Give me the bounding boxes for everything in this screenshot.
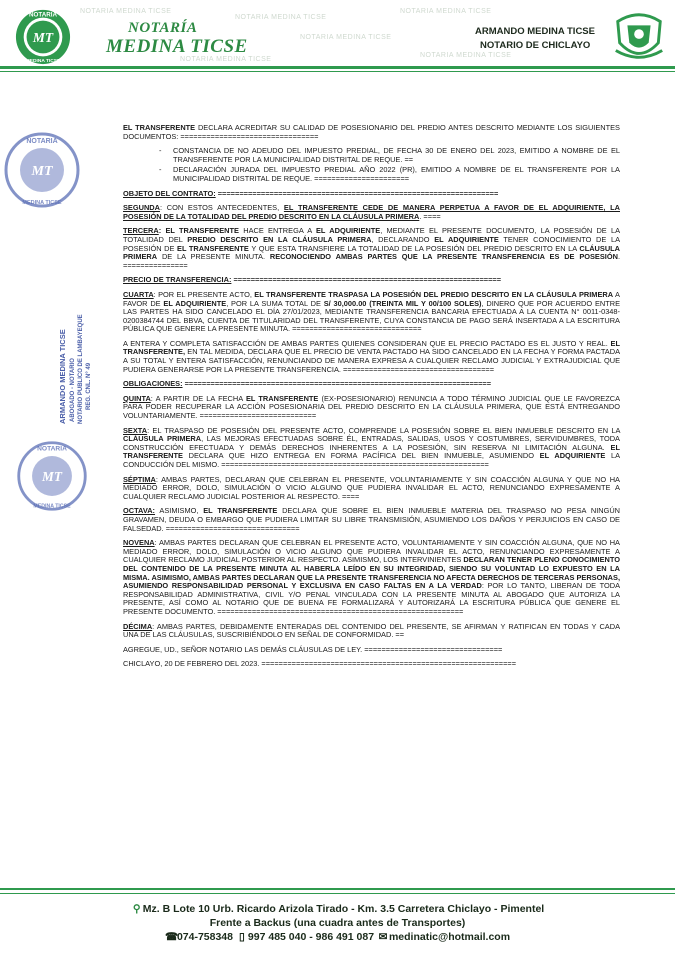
notaria-name: MEDINA TICSE [106,36,248,57]
watermark: NOTARIA MEDINA TICSE [400,8,492,15]
coat-of-arms-icon [610,8,668,66]
stamp-line: REG. CNL. N° 49 [86,362,92,410]
header-rule-thin [0,71,675,72]
footer-contact-line [0,930,675,944]
stamp-monogram: MT [31,164,53,179]
footer-contact [0,902,675,944]
letterhead [0,0,675,76]
footer-address-line [0,902,675,916]
clause-novena: NOVENA: AMBAS PARTES DECLARAN QUE CELEBRAN EL PRESENTE ACTO, VOLUNTARIAMENTE Y SIN COACCIÓN ALGUNA, QUE NO HA MEDIADO ERROR, DOLO, SIMULACIÓN O VICIO ALGUNO QUE PUDIERA INVALIDAR EL ACTO, RENUNCIANDO EXPRESAMENTE A CUALQUIER RECLAMO JUDICIAL POSTERIOR AL RESPECTO. ASIMISMO, LOS INTERVINIENTES DECLARAN TENER PLENO CONOCIMIENTO DEL CONTENIDO DE LA PRESENTE MINUTA AL HABERLA LEÍDO EN SU INTEGRIDAD, SIENDO SU VOLUNTAD LO EXPUESTO EN LA MISMA. ASIMISMO, AMBAS PARTES DECLARAN QUE LA PRESENTE TRANSFERENCIA NO AFECTA DERECHOS DE TERCERAS PERSONAS, ASUMIENDO RESPONSABILIDAD PERSONAL Y EXCLUSIVA EN CASO FALTAS EN A LA VERDAD: POR LO TANTO, LIBERAN DE TODA RESPONSABILIDAD ADMINISTRATIVA, CIVIL Y/O PENAL VINCULADA CON LA PRESENTE MINUTA AL ABOGADO QUE AUTORIZA LA PRESENTE, ASÍ COMO AL NOTARIO QUE DE BUENA FE FORMALIZARÁ Y AUTORIZARÁ LA ESCRITURA PÚBLICA QUE GENERE EL PRESENTE DOCUMENTO. ========================================================= [123,538,621,616]
documents-list [123,147,620,183]
clause-segunda: SEGUNDA: CON ESTOS ANTECEDENTES, EL TRANSFERENTE CEDE DE MANERA PERPETUA A FAVOR DE EL ADQUIRIENTE, LA POSESIÓN DE LA TOTALIDAD DEL PREDIO DESCRITO EN LA CLÁUSULA PRIMERA. ==== [123,203,620,221]
location-pin-icon: ⚲ [132,903,141,915]
stamp-monogram: MT [42,468,62,484]
clause-septima: SÉPTIMA: AMBAS PARTES, DECLARAN QUE CELEBRAN EL PRESENTE, VOLUNTARIAMENTE Y SIN COACCIÓN ALGUNA Y QUE NO HA MEDIADO ERROR, DOLO, SIMULACIÓN O VICIO ALGUNO QUE PUDIERA INVALIDAR EL ACTO, RENUNCIANDO EXPRESAMENTE A CUALQUIER RECLAMO JUDICIAL POSTERIOR AL RESPECTO. ==== [123,474,620,501]
intro-paragraph: EL TRANSFERENTE DECLARA ACREDITAR SU CALIDAD DE POSESIONARIO DEL PREDIO ANTES DESCRITO MEDIANTE LOS SIGUIENTES DOCUMENTOS: ================================ [123,123,620,141]
watermark: NOTARIA MEDINA TICSE [180,56,272,63]
stamp-line: NOTARIO PUBLICO DE LAMBAYEQUE [78,314,84,424]
header-rule [0,66,675,69]
watermark: NOTARIA MEDINA TICSE [420,52,512,59]
notaria-seal-logo [14,8,72,66]
footer-reference: Frente a Backus (una cuadra antes de Transportes) [209,917,466,929]
clause-quinta: QUINTA: A PARTIR DE LA FECHA EL TRANSFERENTE (EX-POSESIONARIO) RENUNCIA A TODO TÉRMINO JUDICIAL QUE LE FAVOREZCA PARA PODER RECUPERAR LA ACCIÓN POSESIONARIA DEL PREDIO DESCRITO EN LA CLÁUSULA PRIMERA, QUE ESTÁ ENTREGANDO VOLUNTARIAMENTE. =========================== [123,393,620,421]
logo-monogram: MT [32,29,54,45]
footer-rule [0,888,675,890]
stamp-top-text: NOTARIA [26,138,58,145]
clause-sexta: SEXTA: EL TRASPASO DE POSESIÓN DEL PRESENTE ACTO, COMPRENDE LA POSESIÓN SOBRE EL BIEN INMUEBLE DESCRITO EN LA CLÁUSULA PRIMERA, LAS MEJORAS EFECTUADAS SOBRE ÉL, ENTRADAS, SALIDAS, USOS Y COSTUMBRES, SERVIDUMBRES, TODA CONSTRUCCIÓN EFECTUADA Y DEMÁS DERECHOS INHERENTES A LA POSESIÓN, SIN RESERVA NI LIMITACIÓN ALGUNA. EL TRANSFERENTE DECLARA QUE HIZO ENTREGA EN FORMA PACÍFICA DEL BIEN INMUEBLE, ASUMIENDO EL ADQUIRIENTE LA CONDUCCIÓN DEL MISMO. ============================================================== [123,425,620,469]
date-line: CHICLAYO, 20 DE FEBRERO DEL 2023. =========================================================== [123,659,517,669]
notario-name: ARMANDO MEDINA TICSE [475,26,595,37]
watermark: NOTARIA MEDINA TICSE [80,8,172,15]
mobile-phone-icon: ▯ [239,931,245,943]
notary-name-stamp [56,312,114,426]
watermark: NOTARIA MEDINA TICSE [235,14,327,21]
watermark: NOTARIA MEDINA TICSE [300,34,392,41]
notario-title: NOTARIO DE CHICLAYO [480,40,591,51]
section-heading: OBLIGACIONES: ======================================================================= [123,379,492,389]
stamp-top-text: NOTARIA [37,445,67,453]
footer-phone: 074-758348 [176,931,233,943]
stamp-bottom-text: MEDINA TICSE [33,503,71,510]
list-item: - DECLARACIÓN JURADA DEL IMPUESTO PREDIAL AÑO 2022 (PR), EMITIDO A NOMBRE DE EL TRANSFERENTE POR LA MUNICIPALIDAD DISTRITAL DE REQUE. ====================== [159,165,620,183]
satisfaction-paragraph: A ENTERA Y COMPLETA SATISFACCIÓN DE AMBAS PARTES QUIENES CONSIDERAN QUE EL PRECIO PACTADO ES EL JUSTO Y REAL. EL TRANSFERENTE, EN TAL MEDIDA, DECLARA QUE EL PRECIO DE VENTA PACTADO HA SIDO CANCELADO EN LA FECHA Y FORMA PACTADA A SU TOTAL Y ENTERA SATISFACCIÓN, RENUNCIANDO DE MANERA EXPRESA A CUALQUIER RECLAMO JUDICIAL Y EXTRAJUDICIAL QUE PUDIERA GENERARSE POR LA PRESENTE TRANSFERENCIA. =================================== [123,338,620,374]
stamp-line: ARMANDO MEDINA TICSE [58,329,67,424]
footer-rule-thin [0,893,675,894]
stamp-bottom-text: MEDINA TICSE [22,200,62,206]
logo-top-text: NOTARIA [28,11,58,19]
contract-body [123,124,620,675]
email-icon: ✉ [378,931,388,943]
section-heading: PRECIO DE TRANSFERENCIA: ============================================================== [123,275,502,285]
section-heading: OBJETO DEL CONTRATO: ================================================================= [123,188,499,198]
clause-cuarta: CUARTA: POR EL PRESENTE ACTO, EL TRANSFERENTE TRASPASA LA POSESIÓN DEL PREDIO DESCRITO EN LA CLÁUSULA PRIMERA A FAVOR DE EL ADQUIRIENTE, POR LA SUMA TOTAL DE S/ 30,000.00 (TREINTA MIL Y 00/100 SOLES), DINERO QUE POR ACUERDO ENTRE LAS PARTES HA SIDO CANCELADO EL DÍA 27/01/2023, MEDIANTE TRANSFERENCIA BANCARIA EFECTUADA A LA CUENTA N° 0011-0348-0200384744 DEL BBVA, CUENTA DE TITULARIDAD DEL TRANSFERENTE, CUYA CONSTANCIA DE PAGO SERÁ INSERTADA A LA ESCRITURA PÚBLICA QUE GENERE LA PRESENTE MINUTA. ============================== [123,289,621,334]
footer-address: Mz. B Lote 10 Urb. Ricardo Arizola Tirado - Km. 3.5 Carretera Chiclayo - Pimentel [142,903,545,915]
clause-decima: DÉCIMA: AMBAS PARTES, DEBIDAMENTE ENTERADAS DEL CONTENIDO DEL PRESENTE, SE AFIRMAN Y RATIFICAN EN TODAS Y CADA UNA DE LAS CLÁUSULAS, SUSCRIBIÉNDOLO EN SEÑAL DE CONFORMIDAD. == [123,621,620,640]
notaria-title: NOTARÍA [128,20,198,36]
stamp-line: ABOGADO - NOTARIO [70,358,76,422]
clause-octava: OCTAVA: ASIMISMO, EL TRANSFERENTE DECLARA QUE SOBRE EL BIEN INMUEBLE MATERIA DEL TRASPASO NO PESA NINGÚN GRAVAMEN, DEUDA O EMBARGO QUE PUDIERA LIMITAR SU LIBRE TRANSMISIÓN, ASUMIENDO LOS DAÑOS Y PERJUICIOS EN CASO DE FALSEDAD. =============================== [123,506,621,533]
telephone-icon: ☎ [164,931,179,943]
list-item: - CONSTANCIA DE NO ADEUDO DEL IMPUESTO PREDIAL, DE FECHA 30 DE ENERO DEL 2023, EMITIDO A NOMBRE DE EL TRANSFERENTE POR LA MUNICIPALIDAD DISTRITAL DE REQUE. == [159,146,620,164]
footer-email[interactable]: medinatic@hotmail.com [388,931,511,943]
clause-tercera: TERCERA: EL TRANSFERENTE HACE ENTREGA A EL ADQUIRIENTE, MEDIANTE EL PRESENTE DOCUMENTO, LA POSESIÓN DE LA TOTALIDAD DEL PREDIO DESCRITO EN LA CLÁUSULA PRIMERA, DECLARANDO EL ADQUIRIENTE TENER CONOCIMIENTO DE LA POSESIÓN DE EL TRANSFERENTE Y QUE ESTA TRANSFIERE LA TOTALIDAD DE LA POSESIÓN DEL PREDIO DESCRITO EN LA CLÁUSULA PRIMERA DE LA PRESENTE MINUTA. RECONOCIENDO AMBAS PARTES QUE LA PRESENTE TRANSFERENCIA ES DE POSESIÓN. =============== [123,226,621,270]
footer-mobile: 997 485 040 - 986 491 087 [247,931,375,943]
closing-line: AGREGUE, UD., SEÑOR NOTARIO LAS DEMÁS CLÁUSULAS DE LEY. ================================ [123,644,503,654]
notary-seal-stamp [14,438,90,514]
notary-seal-stamp [2,130,82,210]
logo-bottom-text: MEDINA TICSE [25,59,61,65]
